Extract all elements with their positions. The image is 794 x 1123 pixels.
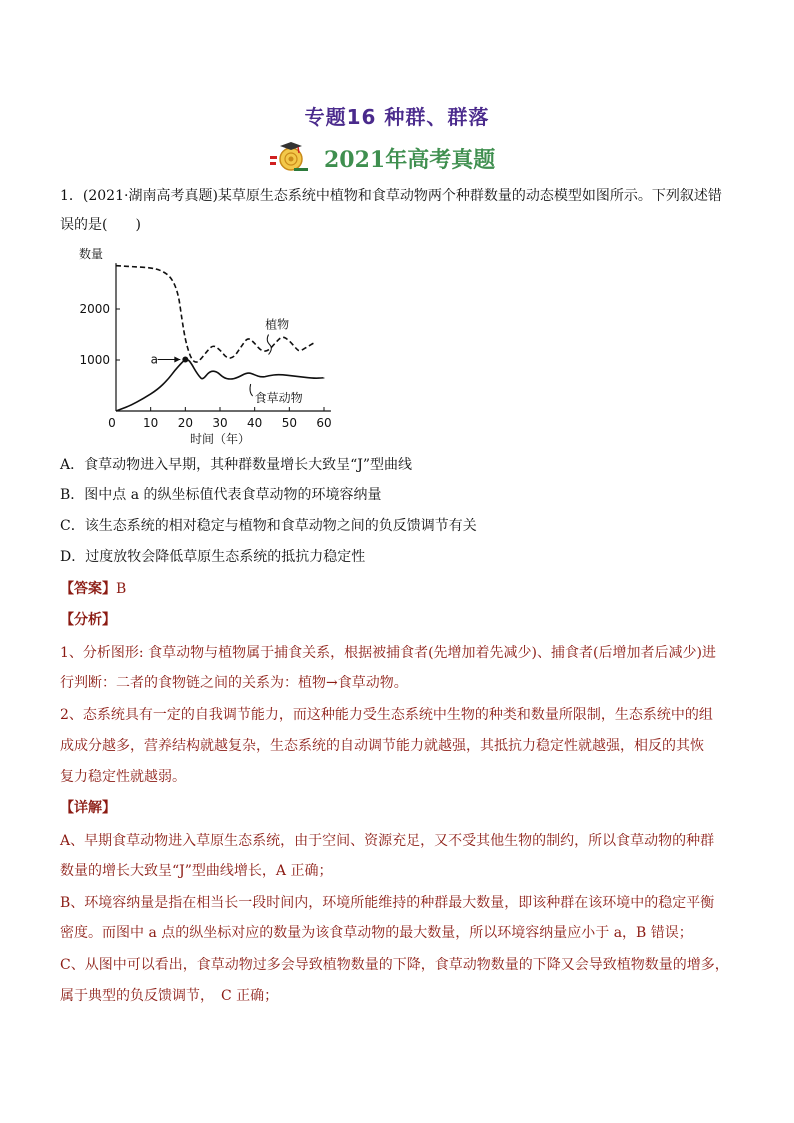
x-tick-label: 40 xyxy=(247,416,263,430)
detail-line: 数量的增长大致呈“J”型曲线增长，A 正确； xyxy=(60,863,333,879)
option-d: D．过度放牧会降低草原生态系统的抵抗力稳定性 xyxy=(60,549,366,565)
analysis-line: 行判断：二者的食物链之间的关系为：植物→食草动物。 xyxy=(60,675,408,691)
question-stem-line-2: 误的是( ) xyxy=(60,217,141,233)
detail-line: A、早期食草动物进入草原生态系统，由于空间、资源充足，又不受其他生物的制约，所以食草动物的种群 xyxy=(60,833,715,849)
x-tick-label: 50 xyxy=(281,416,297,430)
point-a-arrowhead xyxy=(174,356,180,362)
option-c: C．该生态系统的相对稳定与植物和食草动物之间的负反馈调节有关 xyxy=(60,518,477,534)
analysis-line: 2、态系统具有一定的自我调节能力，而这种能力受生态系统中生物的种类和数量所限制，生态系统中的组 xyxy=(60,707,713,723)
answer-value: B xyxy=(116,581,127,597)
series-label-plant: 植物 xyxy=(265,317,290,332)
x-tick-label: 0 xyxy=(108,416,116,430)
mascot-logo-icon xyxy=(268,140,312,174)
chart-labels xyxy=(79,246,332,446)
detail-line: 密度。而图中 a 点的纵坐标对应的数量为该食草动物的最大数量，所以环境容纳量应小于 a，B 错误； xyxy=(60,925,693,941)
chart-axes xyxy=(116,263,331,411)
population-chart xyxy=(75,238,375,448)
page-title: 专题16 种群、群落 xyxy=(304,105,490,129)
analysis-label: 【分析】 xyxy=(60,612,116,628)
analysis-line: 1、分析图形: 食草动物与植物属于捕食关系，根据被捕食者(先增加着先减少)、捕食者(后增加者后减少)进 xyxy=(60,645,716,661)
x-tick-label: 60 xyxy=(316,416,332,430)
x-tick-label: 20 xyxy=(177,416,193,430)
x-axis-title: 时间（年） xyxy=(189,432,251,446)
question-stem-line-1: 1．(2021·湖南高考真题)某草原生态系统中植物和食草动物两个种群数量的动态模型如图所示。下列叙述错 xyxy=(60,188,722,204)
x-tick-label: 10 xyxy=(143,416,159,430)
x-tick-label: 30 xyxy=(212,416,228,430)
point-a-marker xyxy=(182,356,188,362)
detail-line: C、从图中可以看出，食草动物过多会导致植物数量的下降，食草动物数量的下降又会导致植物数量的增多， xyxy=(60,957,729,973)
plant-series-line xyxy=(116,266,314,362)
subtitle: 2021年高考真题 xyxy=(324,147,496,173)
detail-line: 属于典型的负反馈调节， C 正确； xyxy=(60,988,279,1004)
detail-line: B、环境容纳量是指在相当长一段时间内，环境所能维持的种群最大数量，即该种群在该环境中的稳定平衡 xyxy=(60,895,715,911)
series-label-leader xyxy=(267,335,271,355)
y-tick-label: 1000 xyxy=(79,353,110,367)
answer-line xyxy=(60,576,736,602)
analysis-line: 复力稳定性就越弱。 xyxy=(60,769,186,785)
series-label-leader xyxy=(250,384,253,396)
answer-label: 【答案】 xyxy=(60,581,116,597)
y-tick-label: 2000 xyxy=(79,302,110,316)
y-axis-title: 数量 xyxy=(79,247,104,261)
option-b: B．图中点 a 的纵坐标值代表食草动物的环境容纳量 xyxy=(60,487,382,503)
analysis-line: 成成分越多，营养结构就越复杂，生态系统的自动调节能力就越强，其抵抗力稳定性就越强，相反的其恢 xyxy=(60,738,704,754)
detail-label: 【详解】 xyxy=(60,800,116,816)
option-a: A．食草动物进入早期，其种群数量增长大致呈“J”型曲线 xyxy=(60,457,413,473)
subtitle-row xyxy=(0,140,794,176)
point-a-label: a xyxy=(150,352,159,367)
series-label-herbivore: 食草动物 xyxy=(254,391,303,406)
chart-series xyxy=(116,266,324,411)
